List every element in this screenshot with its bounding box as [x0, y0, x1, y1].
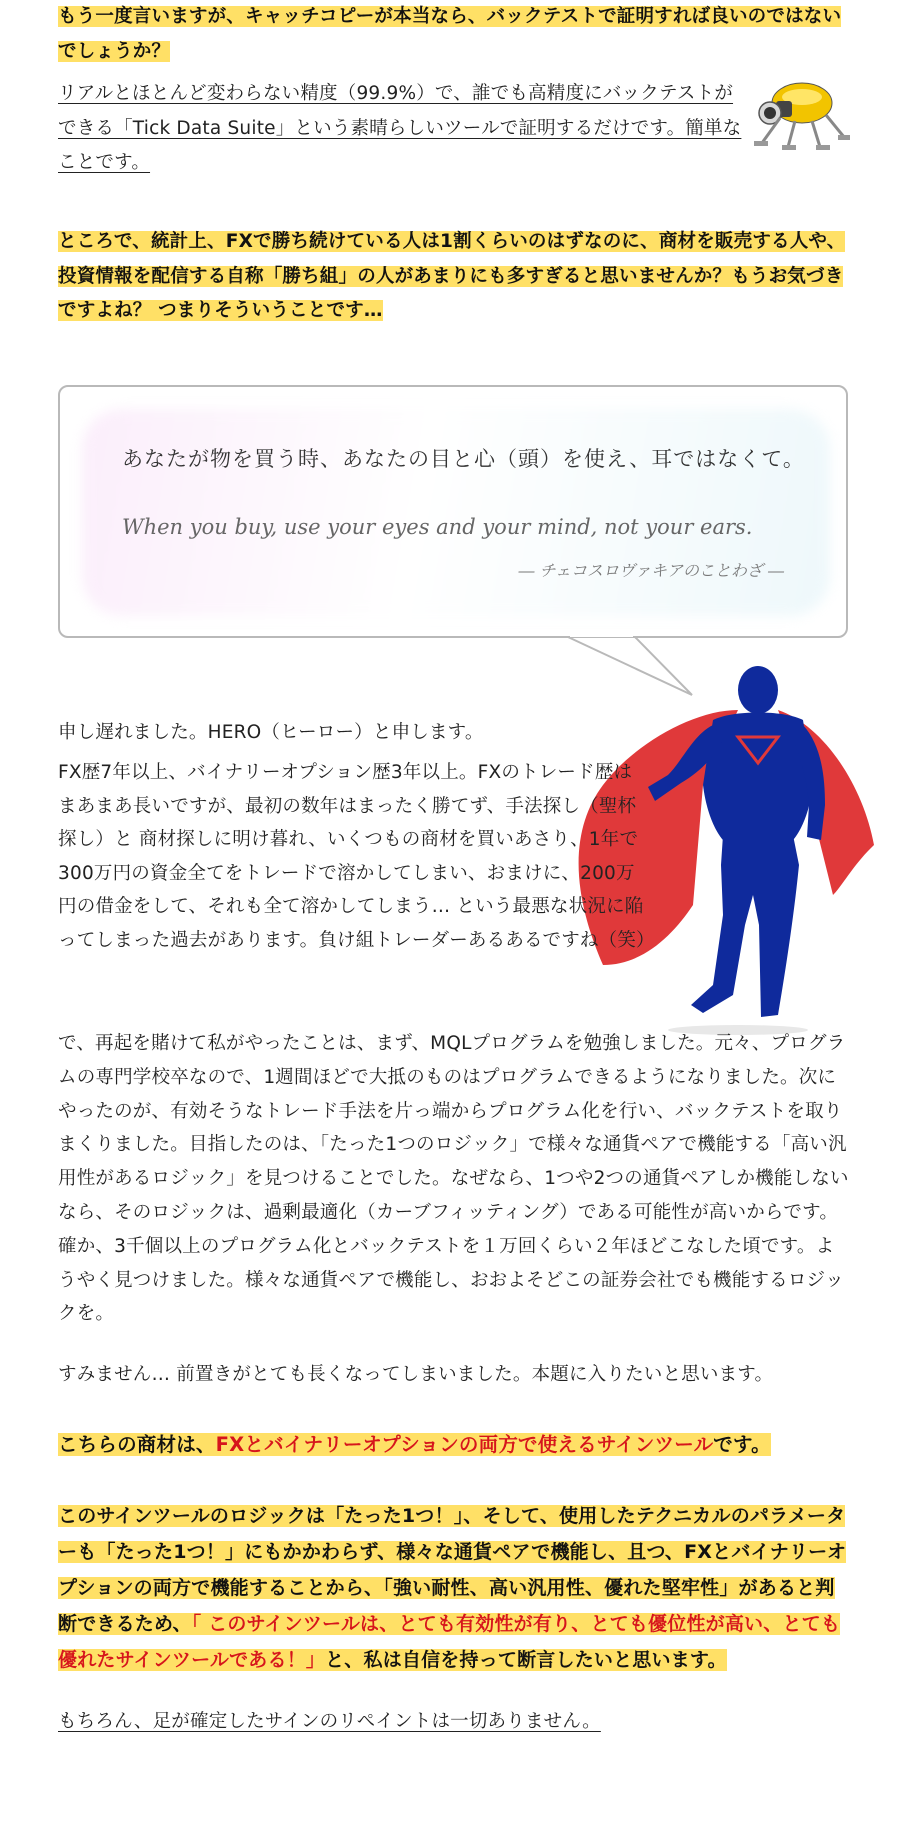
quote-source: ― チェコスロヴァキアのことわざ ― — [518, 561, 784, 580]
product-lead-paragraph — [58, 1428, 771, 1463]
question-paragraph — [58, 0, 850, 69]
quote-english: When you buy, use your eyes and your mind, not your ears. — [122, 515, 753, 539]
history-paragraph: FX歴7年以上、バイナリーオプション歴3年以上。FXのトレード歴はまあまあ長いですが、最初の数年はまったく勝てず、手法探し（聖杯探し）と 商材探しに明け暮れ、いくつもの商材を買いあさり、1年で300万円の資金全てをトレードで溶かしてしまい、おまけに、200万円の借金をして、それも全て溶かしてしまう… という最悪な状況に陥ってしまった過去があります。負け組トレーダーあるあるですね（笑） — [58, 762, 655, 951]
question-highlight: もう一度言いますが、キャッチコピーが本当なら、バックテストで証明すれば良いのではないでしょうか？ — [58, 6, 842, 62]
answer-paragraph: リアルとほとんど変わらない精度（99.9%）で、誰でも高精度にバックテストができる「Tick Data Suite」という素晴らしいツールで証明するだけです。簡単なことです。 — [58, 83, 742, 173]
statistics-highlight: ところで、統計上、FXで勝ち続けている人は1割くらいのはずなのに、商材を販売する人や、投資情報を配信する自称「勝ち組」の人があまりにも多すぎると思いませんか？もうお気づきですよね？ つまりそういうことです… — [58, 231, 846, 321]
quote-box — [58, 385, 848, 638]
lead-suffix: です。 — [713, 1433, 771, 1456]
quote-japanese: あなたが物を買う時、あなたの目と心（頭）を使え、耳ではなくて。 — [122, 447, 805, 471]
comeback-paragraph: で、再起を賭けて私がやったことは、まず、MQLプログラムを勉強しました。元々、プログラムの専門学校卒なので、1週間ほどで大抵のものはプログラムできるようになりました。次にやったのが、有効そうなトレード手法を片っ端からプログラム化を行い、バックテストを取りまくりました。目指したのは、「たった1つのロジック」で様々な通貨ペアで機能する「高い汎用性があるロジック」を見つけることでした。なぜなら、1つや2つの通貨ペアしか機能しないなら、そのロジックは、過剰最適化（カーブフィッティング）である可能性が高いからです。確か、3千個以上のプログラム化とバックテストを１万回くらい２年ほどこなした頃です。ようやく見つけました。様々な通貨ペアで機能し、おおよそどこの証券会社でも機能するロジックを。 — [58, 1033, 849, 1325]
product-lead-highlight — [58, 1433, 771, 1456]
lead-emphasis: FXとバイナリーオプションの両方で使えるサインツール — [215, 1433, 714, 1456]
repaint-note: もちろん、足が確定したサインのリペイントは一切ありません。 — [58, 1711, 601, 1732]
statistics-paragraph — [58, 225, 850, 329]
product-claim-paragraph — [58, 1498, 850, 1678]
claim-text-b: と、私は自信を持って断言したいと思います。 — [325, 1649, 727, 1671]
apology-paragraph: すみません… 前置きがとても長くなってしまいました。本題に入りたいと思います。 — [58, 1364, 774, 1385]
claim-text-a: このサインツールのロジックは「たった1つ！」、そして、使用したテクニカルのパラメーターも「たった1つ！」にもかかわらず、様々な通貨ペアで機能し、且つ、FXとバイナリーオプションの両方で機能することから、「強い耐性、高い汎用性、優れた堅牢性」があると判断できるため、 — [58, 1505, 847, 1635]
lead-prefix: こちらの商材は、 — [58, 1433, 216, 1456]
robot-mascot-icon — [740, 73, 850, 153]
greeting-paragraph: 申し遅れました。HERO（ヒーロー）と申します。 — [58, 722, 484, 743]
quote-background — [82, 409, 830, 616]
product-claim-highlight — [58, 1505, 846, 1671]
claim-emphasis: 「 このサインツールは、とても有効性が有り、とても優位性が高い、とても優れたサインツールである！」 — [58, 1613, 841, 1671]
